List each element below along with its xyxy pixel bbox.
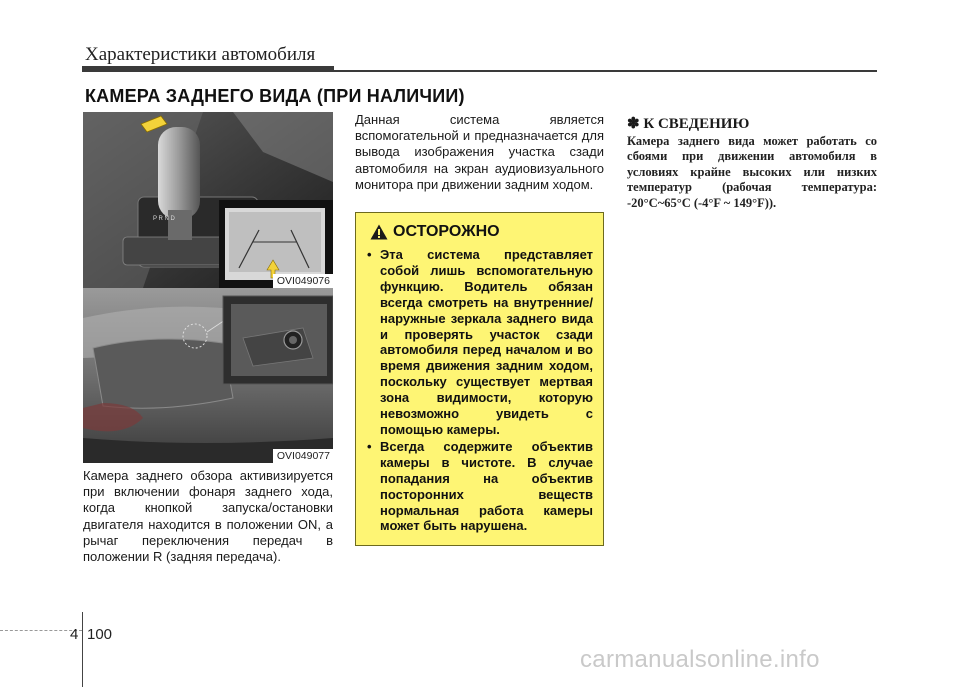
warning-item: • Эта система представляет собой лишь вспомогательную функцию. Водитель обязан всегда смотреть на внутренние/наружные зеркала заднего вида и проверять участок сзади автомобиля перед началом и во время движения задним ходом, поскольку существует мертвая зона видимости, которую невозможно увидеть с помощью камеры.: [366, 247, 593, 438]
header-rule-thick: [82, 66, 334, 72]
warning-box: [355, 212, 604, 546]
warning-item: • Всегда содержите объектив камеры в чистоте. В случае попадания на объектив посторонних веществ нормальная работа камеры может быть нарушена.: [366, 439, 593, 534]
image-code-label: OVI049076: [273, 274, 333, 288]
chapter-number: 4: [70, 626, 79, 643]
running-header: Характеристики автомобиля: [85, 44, 316, 65]
section-title: КАМЕРА ЗАДНЕГО ВИДА (ПРИ НАЛИЧИИ): [85, 86, 465, 106]
watermark: carmanualsonline.info: [580, 646, 820, 673]
warning-list: [366, 247, 593, 534]
system-description-text: Данная система является вспомогательной и предназначается для вывода изображения участка сзади автомобиля на экран аудиовизуального монитора при движении задним ходом.: [355, 112, 604, 192]
warning-heading: [370, 223, 593, 241]
note-title: ✽ К СВЕДЕНИЮ: [627, 116, 750, 132]
warning-triangle-icon: [370, 224, 388, 240]
footer-vertical-rule: [82, 612, 83, 687]
svg-text:P R N D: P R N D: [153, 216, 175, 222]
warning-title: ОСТОРОЖНО: [393, 223, 500, 240]
image-code-label: OVI049077: [273, 449, 333, 463]
gear-shifter-photo: [83, 112, 333, 288]
page-number: 100: [87, 626, 113, 643]
rear-camera-photo: [83, 288, 333, 463]
rear-camera-illustration: [83, 288, 333, 463]
note-text: Камера заднего вида может работать со сбоями при движении автомобиля в условиях крайне высоких или низких температур (рабочая температура: -20°C~65°C (-4°F ~ 149°F)).: [627, 134, 877, 210]
header-rule-thin: [334, 70, 877, 72]
camera-activation-text: Камера заднего обзора активизируется при включении фонаря заднего хода, когда кнопкой запуска/остановки двигателя находится в положении ON, а рычаг переключения передач в положении R (задняя передача).: [83, 468, 333, 565]
gear-shifter-illustration: [83, 112, 333, 288]
